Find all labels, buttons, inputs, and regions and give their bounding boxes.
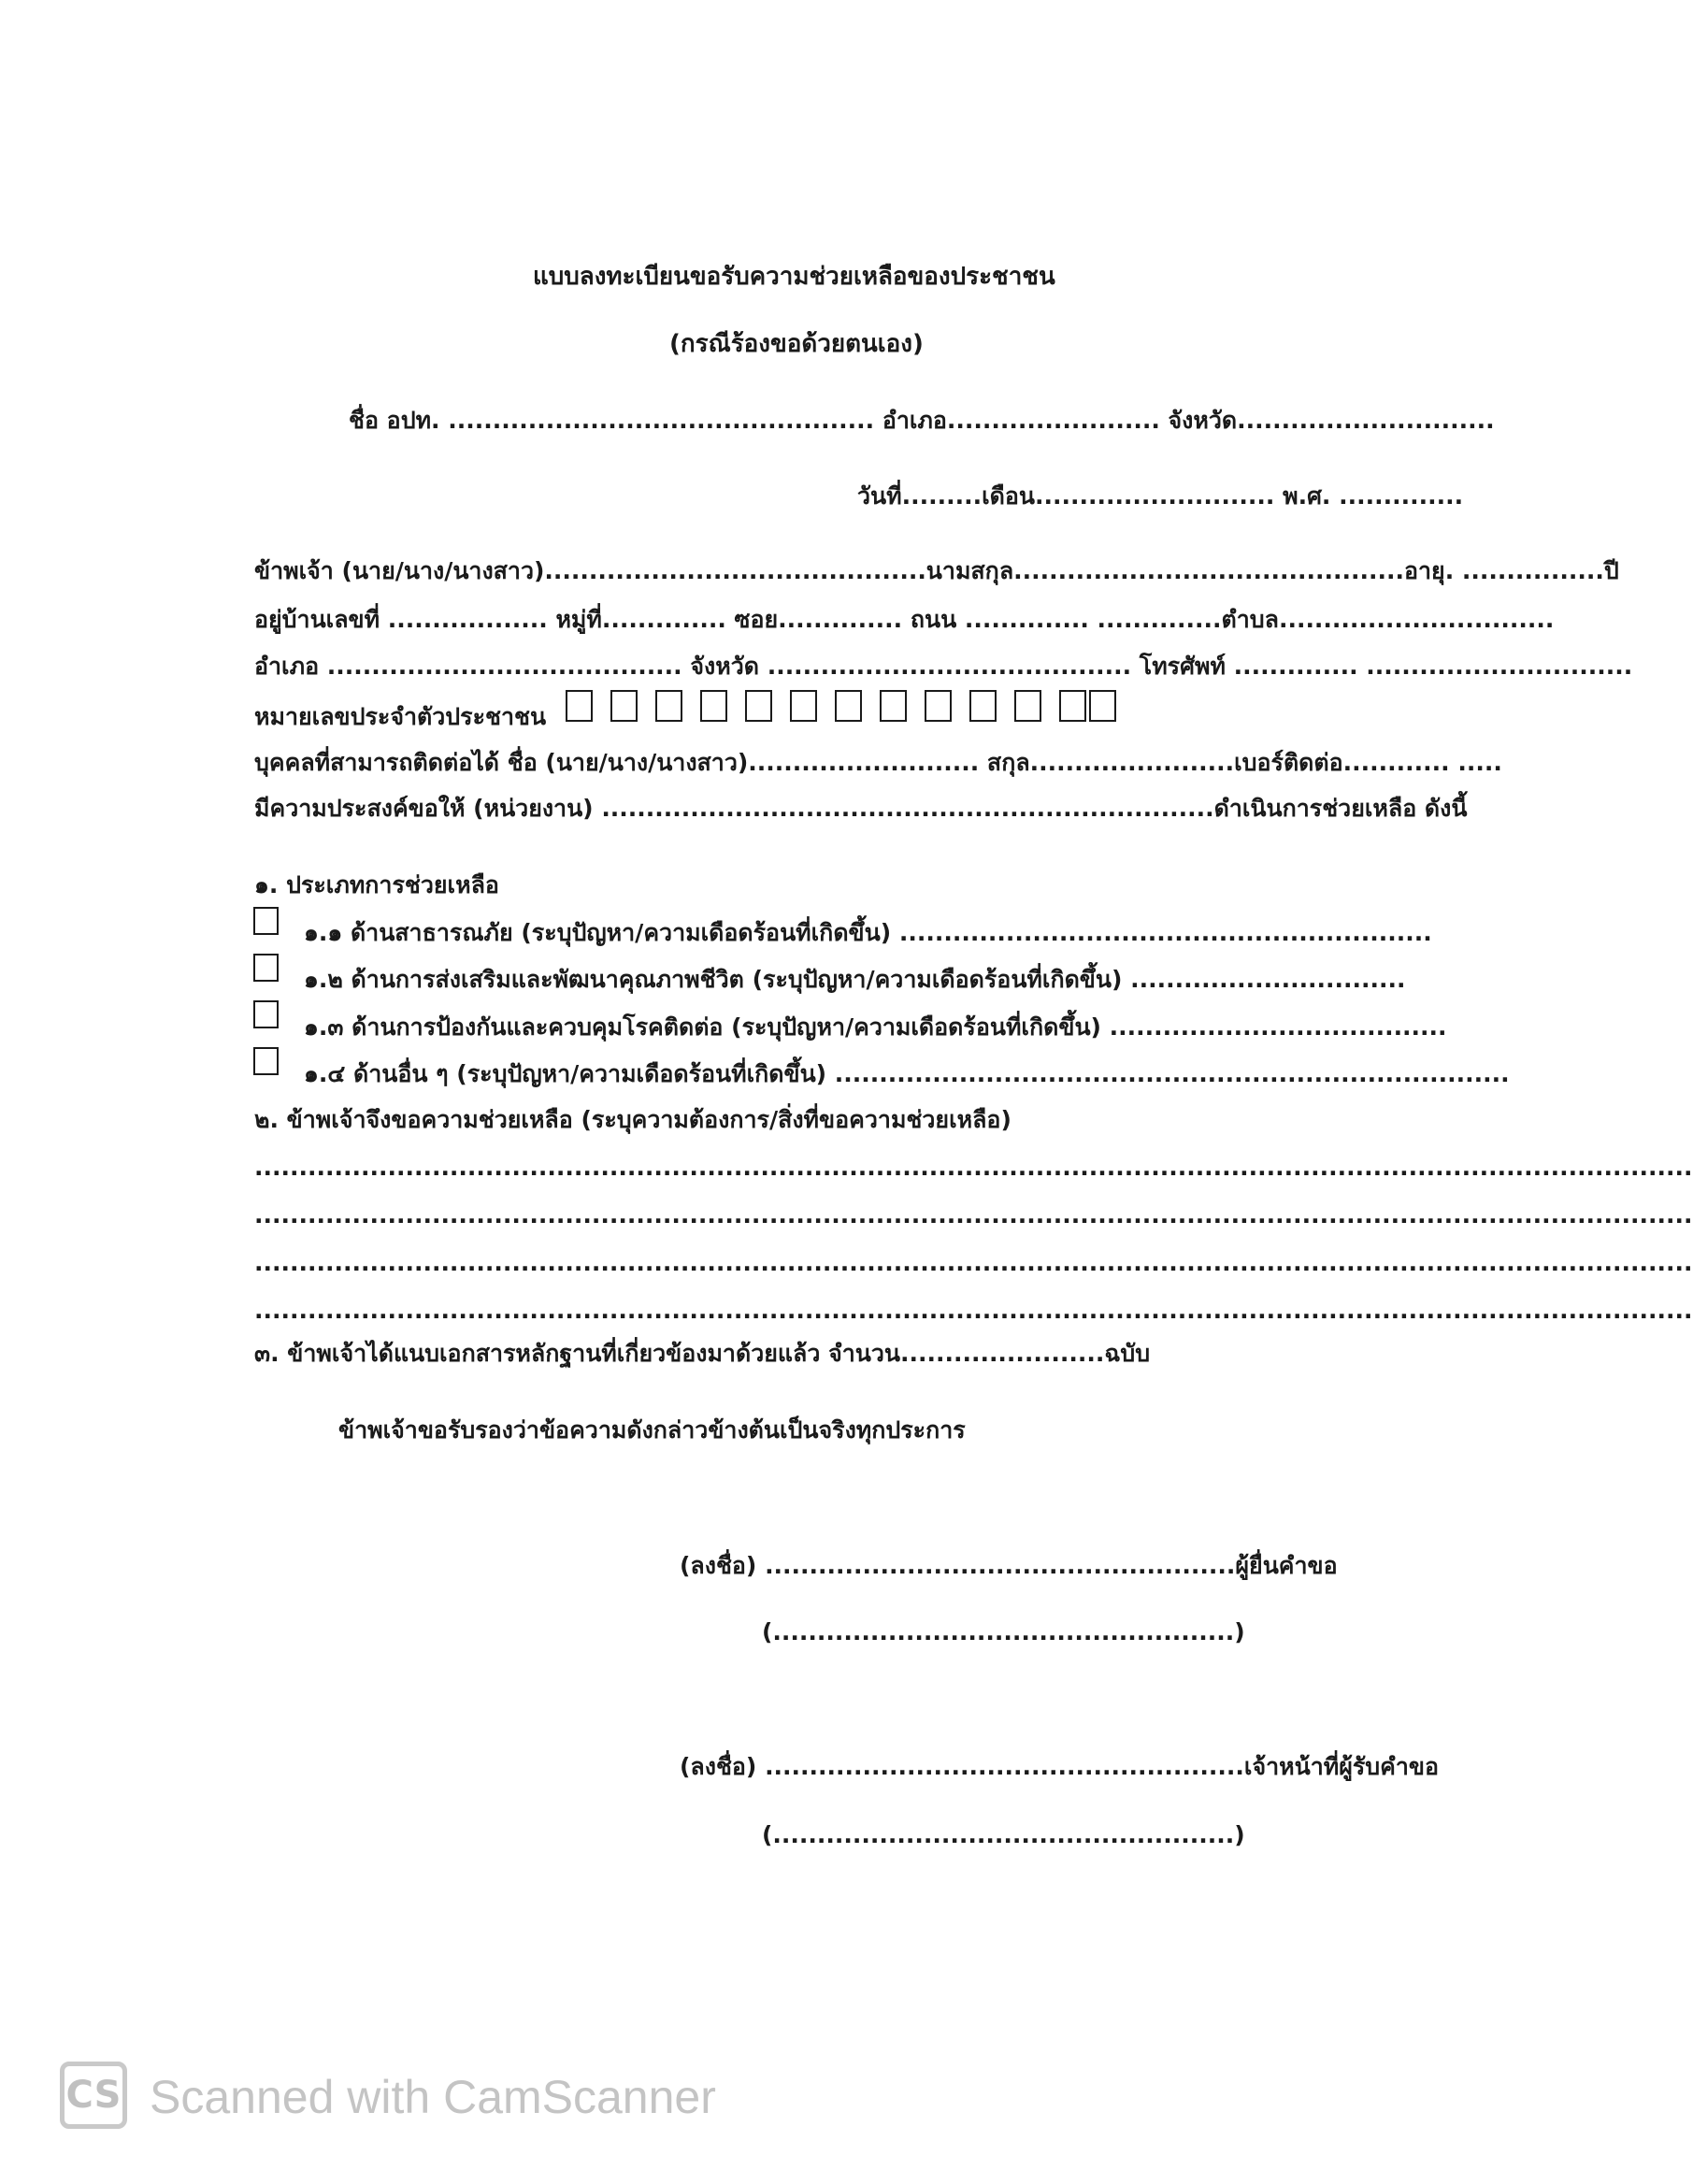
request-details-line: .................................................................................................................................................................. [254,1297,1693,1324]
id-digit-box[interactable] [790,690,817,722]
assistance-type-checkbox[interactable] [253,954,279,982]
address-line-1: อยู่บ้านเลขที่ .................. หมู่ที่.............. ซอย.............. ถนน .............. ..............ตำบล............................... [254,606,1555,633]
form-subtitle: (กรณีร้องขอด้วยตนเอง) [669,330,924,358]
form-title: แบบลงทะเบียนขอรับความช่วยเหลือของประชาชน [533,263,1055,291]
section-2-heading: ๒. ข้าพเจ้าจึงขอความช่วยเหลือ (ระบุความต้องการ/สิ่งที่ขอความช่วยเหลือ) [254,1106,1011,1133]
request-details-line: .................................................................................................................................................................. [254,1249,1693,1276]
id-digit-box[interactable] [1059,690,1086,722]
id-digit-box[interactable] [1089,690,1116,722]
section-1-heading: ๑. ประเภทการช่วยเหลือ [254,871,499,898]
scanner-watermark-text: Scanned with CamScanner [150,2071,716,2123]
date-line: วันที่.........เดือน........................... พ.ศ. .............. [857,482,1464,510]
id-digit-box[interactable] [700,690,727,722]
id-number-label: หมายเลขประจำตัวประชาชน [254,703,547,730]
contact-person-line: บุคคลที่สามารถติดต่อได้ ชื่อ (นาย/นาง/นางสาว).......................... สกุล.......................เบอร์ติดต่อ............ ..... [254,749,1502,776]
assistance-type-quality-of-life: ๑.๒ ด้านการส่งเสริมและพัฒนาคุณภาพชีวิต (ระบุปัญหา/ความเดือดร้อนที่เกิดขึ้น) ............................... [304,966,1406,993]
assistance-type-checkbox[interactable] [253,1000,279,1028]
id-digit-box[interactable] [925,690,952,722]
applicant-name-line: ข้าพเจ้า (นาย/นาง/นางสาว)...........................................นามสกุล............................................อายุ. ................ปี [254,557,1619,584]
assistance-type-disaster: ๑.๑ ด้านสาธารณภัย (ระบุปัญหา/ความเดือดร้อนที่เกิดขึ้น) ............................................................ [304,919,1432,946]
id-digit-box[interactable] [610,690,638,722]
assistance-type-other: ๑.๔ ด้านอื่น ๆ (ระบุปัญหา/ความเดือดร้อนที่เกิดขึ้น) ............................................................................ [304,1060,1510,1087]
applicant-signature-line: (ลงชื่อ) .....................................................ผู้ยื่นคำขอ [680,1552,1338,1579]
id-digit-box[interactable] [880,690,907,722]
certification-statement: ข้าพเจ้าขอรับรองว่าข้อความดังกล่าวข้างต้นเป็นจริงทุกประการ [338,1416,966,1444]
assistance-type-checkbox[interactable] [253,1047,279,1075]
camscanner-logo-icon: CS [60,2062,127,2129]
id-digit-box[interactable] [969,690,997,722]
id-digit-box[interactable] [835,690,862,722]
applicant-printed-name: (....................................................) [762,1618,1245,1645]
assistance-type-disease-control: ๑.๓ ด้านการป้องกันและควบคุมโรคติดต่อ (ระบุปัญหา/ความเดือดร้อนที่เกิดขึ้น) ...................................... [304,1013,1447,1041]
officer-signature-line: (ลงชื่อ) ......................................................เจ้าหน้าที่ผู้รับคำขอ [680,1753,1440,1780]
request-details-line: .................................................................................................................................................................. [254,1154,1693,1181]
address-line-2: อำเภอ ........................................ จังหวัด ......................................... โทรศัพท์ .............. .............................. [254,653,1633,680]
request-details-line: .................................................................................................................................................................. [254,1201,1693,1228]
assistance-type-checkbox[interactable] [253,907,279,935]
section-3-attachments: ๓. ข้าพเจ้าได้แนบเอกสารหลักฐานที่เกี่ยวข้องมาด้วยแล้ว จำนวน.......................ฉบับ [254,1340,1151,1367]
id-digit-box[interactable] [655,690,682,722]
id-digit-box[interactable] [566,690,593,722]
id-digit-box[interactable] [745,690,772,722]
officer-printed-name: (....................................................) [762,1821,1245,1848]
agency-line: มีความประสงค์ขอให้ (หน่วยงาน) .....................................................................ดำเนินการช่วยเหลือ ดังนี้ [254,795,1468,822]
organization-line: ชื่อ อปท. ................................................ อำเภอ........................ จังหวัด............................. [349,407,1495,434]
id-digit-box[interactable] [1014,690,1041,722]
